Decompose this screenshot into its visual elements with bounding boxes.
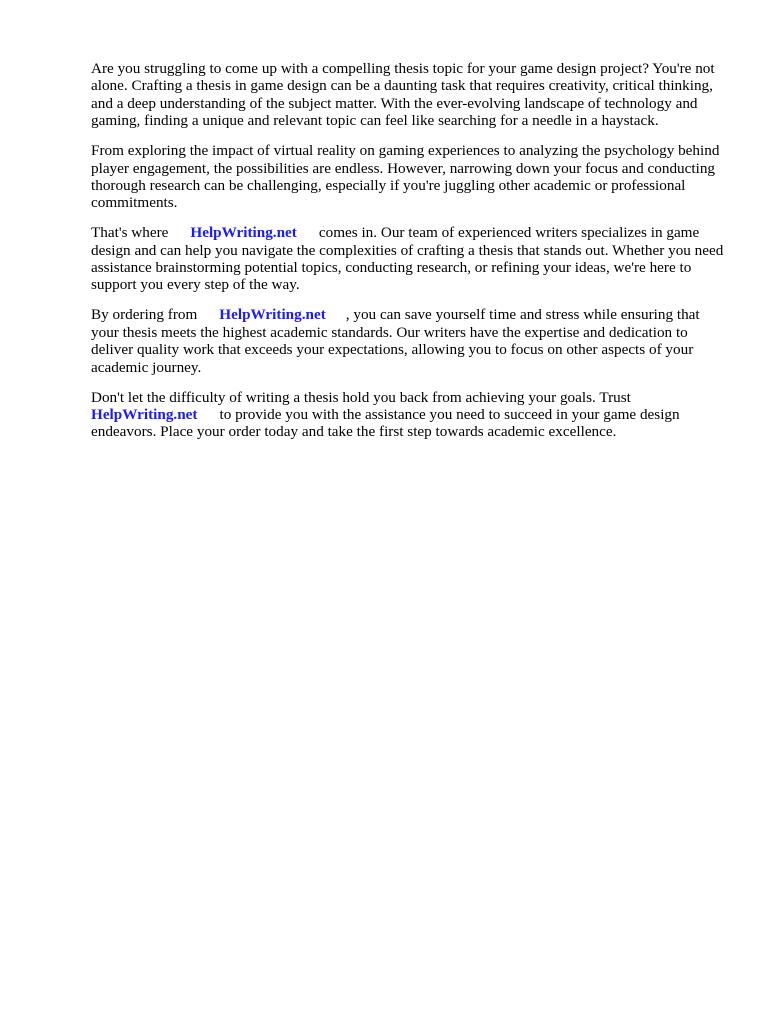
paragraph-thats-where <box>91 224 727 294</box>
paragraph-ordering-rest: , you can save yourself time and stress while ensuring that your thesis meets the highest academic standards. Our writers have the expertise and dedication to deliver quality work that exceeds your expectations, allowing you to focus on other aspects of your academic journey. <box>91 306 700 376</box>
helpwriting-link[interactable]: HelpWriting.net <box>219 306 326 324</box>
paragraph-ordering-lead: By ordering from <box>91 306 198 324</box>
paragraph-thats-where-rest: comes in. Our team of experienced writers specializes in game design and can help you navigate the complexities of crafting a thesis that stands out. Whether you need assistance brainstorming potential topics, conducting research, or refining your ideas, we're here to support you every step of the way. <box>91 224 724 294</box>
paragraph-possibilities: From exploring the impact of virtual reality on gaming experiences to analyzing the psychology behind player engagement, the possibilities are endless. However, narrowing down your focus and conducting thorough research can be challenging, especially if you're juggling other academic or professional commitments. <box>91 142 720 212</box>
paragraph-thats-where-lead: That's where <box>91 224 169 242</box>
paragraph-trust-lead: Don't let the difficulty of writing a thesis hold you back from achieving your goals. Trust <box>91 388 631 406</box>
paragraph-ordering <box>91 306 727 376</box>
paragraph-intro: Are you struggling to come up with a compelling thesis topic for your game design project? You're not alone. Crafting a thesis in game design can be a daunting task that requires creativity, critical thinking, and a deep understanding of the subject matter. With the ever-evolving landscape of technology and gaming, finding a unique and relevant topic can feel like searching for a needle in a haystack. <box>91 60 715 130</box>
helpwriting-link[interactable]: HelpWriting.net <box>190 224 297 242</box>
document-body <box>91 60 727 453</box>
helpwriting-link[interactable]: HelpWriting.net <box>91 405 198 423</box>
paragraph-trust <box>91 389 727 441</box>
paragraph-trust-rest: to provide you with the assistance you need to succeed in your game design endeavors. Place your order today and take the first step towards academic excellence. <box>91 405 680 441</box>
